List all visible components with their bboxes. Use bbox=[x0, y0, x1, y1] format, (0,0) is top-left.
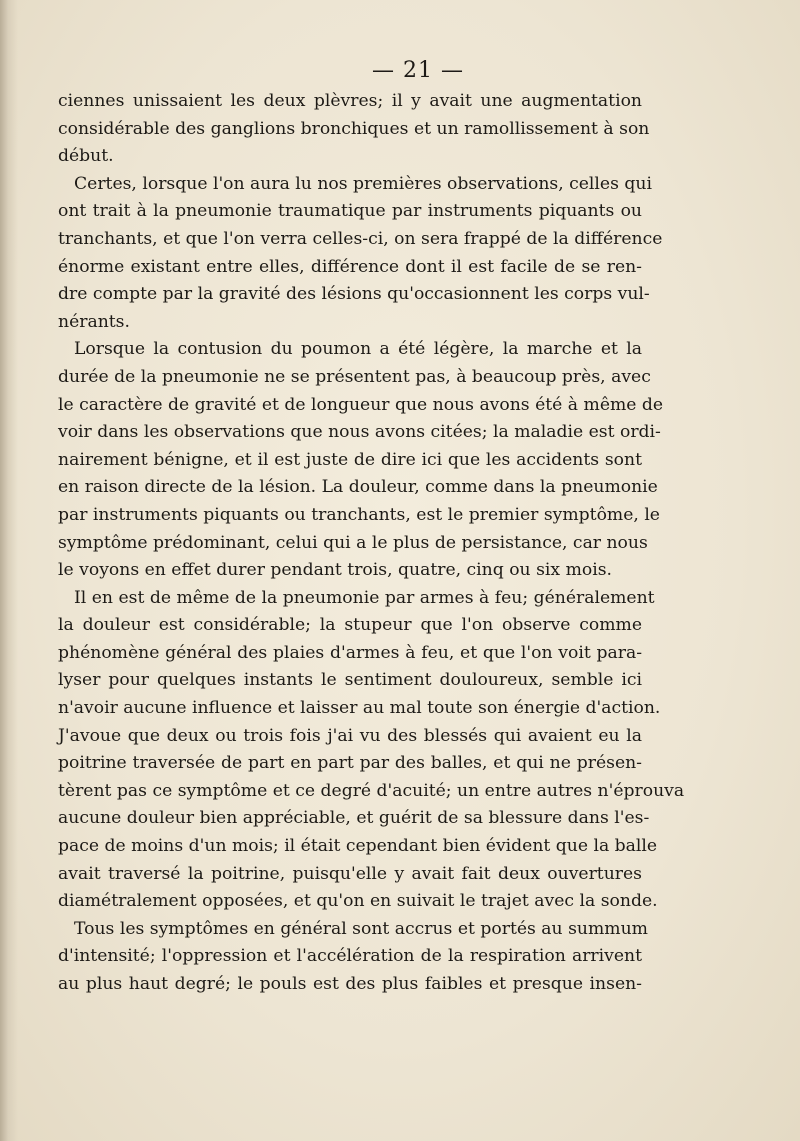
page-number: — 21 — bbox=[372, 58, 464, 83]
text-line: n'avoir aucune influence et laisser au mal toute son énergie d'action. bbox=[58, 698, 661, 719]
text-line: début. bbox=[58, 146, 114, 167]
text-line: voir dans les observations que nous avons citées; la maladie est ordi- bbox=[58, 422, 661, 443]
text-line: en raison directe de la lésion. La douleur, comme dans la pneumonie bbox=[58, 477, 658, 498]
text-line: énorme existant entre elles, différence dont il est facile de se ren- bbox=[58, 256, 642, 277]
text-line: la douleur est considérable; la stupeur que l'on observe comme bbox=[58, 615, 642, 636]
text-line: nairement bénigne, et il est juste de dire ici que les accidents sont bbox=[58, 449, 642, 470]
text-line: le caractère de gravité et de longueur que nous avons été à même de bbox=[58, 394, 664, 415]
text-line: Lorsque la contusion du poumon a été légère, la marche et la bbox=[74, 339, 642, 360]
text-line: au plus haut degré; le pouls est des plus faibles et presque insen- bbox=[58, 974, 642, 994]
text-line: d'intensité; l'oppression et l'accélération de la respiration arrivent bbox=[58, 946, 642, 967]
text-line: Il en est de même de la pneumonie par armes à feu; généralement bbox=[74, 587, 655, 608]
text-line: durée de la pneumonie ne se présentent pas, à beaucoup près, avec bbox=[58, 366, 651, 387]
text-line: dre compte par la gravité des lésions qu'occasionnent les corps vul- bbox=[58, 284, 650, 305]
text-line: symptôme prédominant, celui qui a le plus de persistance, car nous bbox=[58, 532, 648, 553]
body-text bbox=[58, 88, 685, 999]
text-line: Certes, lorsque l'on aura lu nos premières observations, celles qui bbox=[74, 173, 652, 194]
text-line: Tous les symptômes en général sont accrus et portés au summum bbox=[74, 918, 648, 939]
text-line: J'avoue que deux ou trois fois j'ai vu des blessés qui avaient eu la bbox=[58, 725, 642, 746]
text-line: le voyons en effet durer pendant trois, quatre, cinq ou six mois. bbox=[58, 560, 612, 581]
text-line: tèrent pas ce symptôme et ce degré d'acuité; un entre autres n'éprouva bbox=[58, 780, 685, 801]
text-line: poitrine traversée de part en part par des balles, et qui ne présen- bbox=[58, 753, 642, 774]
text-line: lyser pour quelques instants le sentiment douloureux, semble ici bbox=[58, 670, 642, 691]
text-line: diamétralement opposées, et qu'on en suivait le trajet avec la sonde. bbox=[58, 891, 658, 912]
text-line: ciennes unissaient les deux plèvres; il y avait une augmentation bbox=[58, 91, 642, 111]
text-line: ont trait à la pneumonie traumatique par instruments piquants ou bbox=[58, 201, 642, 222]
text-line: considérable des ganglions bronchiques et un ramollissement à son bbox=[58, 118, 650, 139]
text-line: nérants. bbox=[58, 311, 130, 332]
text-line: aucune douleur bien appréciable, et guérit de sa blessure dans l'es- bbox=[58, 808, 650, 829]
text-line: phénomène général des plaies d'armes à feu, et que l'on voit para- bbox=[58, 642, 642, 663]
text-line: pace de moins d'un mois; il était cependant bien évident que la balle bbox=[58, 836, 658, 857]
text-line: tranchants, et que l'on verra celles-ci, on sera frappé de la différence bbox=[58, 228, 663, 249]
binding-gutter-shadow bbox=[0, 0, 18, 1141]
text-line: avait traversé la poitrine, puisqu'elle y avait fait deux ouvertures bbox=[58, 863, 642, 884]
text-line: par instruments piquants ou tranchants, est le premier symptôme, le bbox=[58, 504, 660, 525]
